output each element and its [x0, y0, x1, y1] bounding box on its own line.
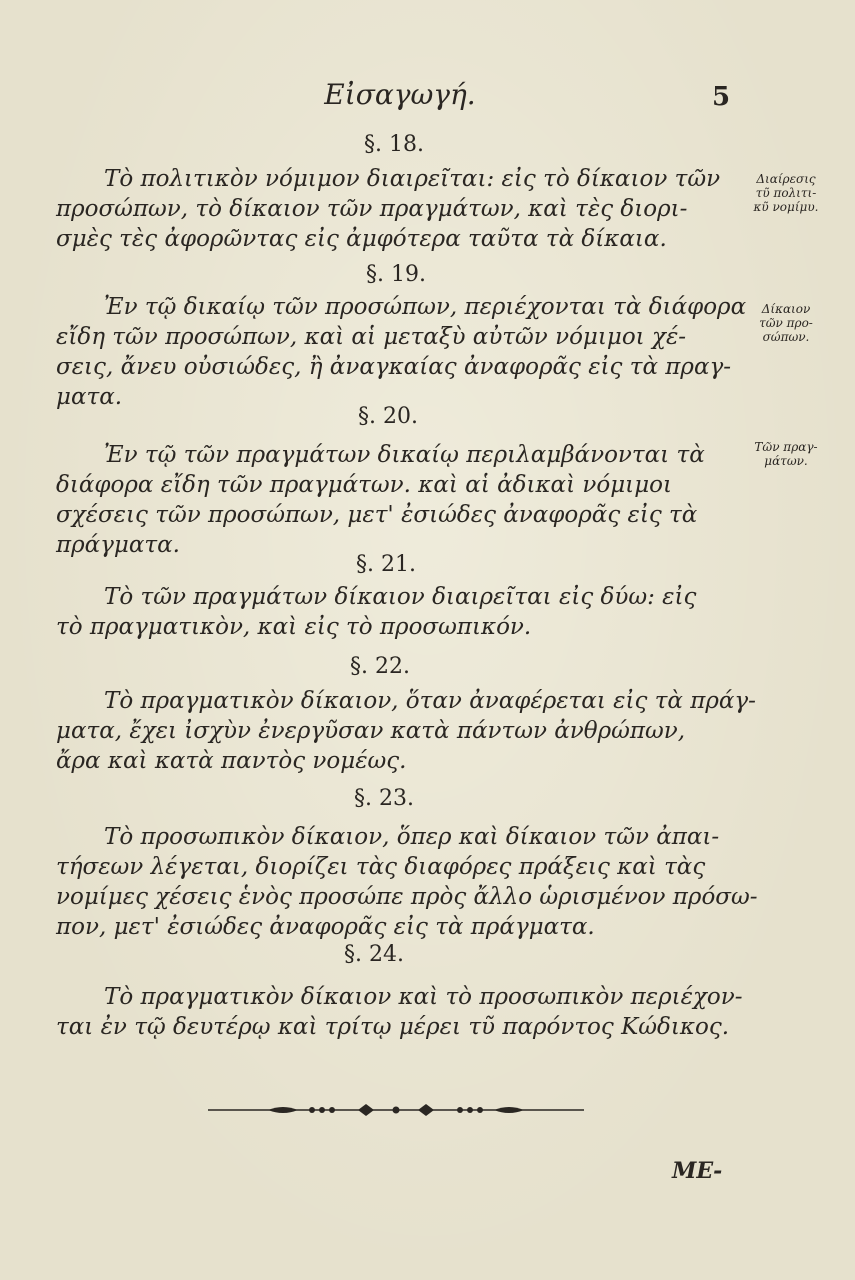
text-line: σχέσεις τῶν προσώπων, μετ' ἐσιώδες ἀναφορᾶς εἰς τὰ: [56, 502, 698, 528]
section-24-label: §. 24.: [344, 942, 404, 967]
text-line: διάφορα εἴδη τῶν πραγμάτων. καὶ αἱ ἀδικαὶ νόμιμοι: [56, 472, 673, 498]
section-20-text: [56, 440, 728, 560]
ornamental-rule: [208, 1098, 584, 1122]
note-line: Τῶν πραγ-: [754, 440, 818, 454]
text-line: Τὸ πραγματικὸν δίκαιον, ὅταν ἀναφέρεται εἰς τὰ πράγ-: [104, 688, 756, 714]
text-line: Τὸ τῶν πραγμάτων δίκαιον διαιρεῖται εἰς δύω: εἰς: [104, 584, 697, 610]
section-23-label: §. 23.: [354, 786, 414, 811]
section-21-text: [56, 582, 728, 642]
section-20-label: §. 20.: [358, 404, 418, 429]
text-line: τήσεων λέγεται, διορίζει τὰς διαφόρες πράξεις καὶ τὰς: [56, 854, 706, 880]
note-line: τῶν προ-: [759, 316, 813, 330]
note-line: Δίκαιον: [761, 302, 811, 316]
text-line: ματα.: [56, 384, 123, 410]
section-19-label: §. 19.: [366, 262, 426, 287]
text-line: τὸ πραγματικὸν, καὶ εἰς τὸ προσωπικόν.: [56, 614, 532, 640]
section-23-text: [56, 822, 758, 942]
text-line: Τὸ πολιτικὸν νόμιμον διαιρεῖται: εἰς τὸ δίκαιον τῶν: [104, 166, 721, 192]
margin-note-19: [736, 302, 836, 344]
margin-note-18: [736, 172, 836, 214]
text-line: προσώπων, τὸ δίκαιον τῶν πραγμάτων, καὶ τὲς διορι-: [56, 196, 688, 222]
note-line: τῦ πολιτι-: [755, 186, 817, 200]
text-line: σμὲς τὲς ἀφορῶντας εἰς ἀμφότερα ταῦτα τὰ δίκαια.: [56, 226, 667, 252]
text-line: πον, μετ' ἐσιώδες ἀναφορᾶς εἰς τὰ πράγματα.: [56, 914, 595, 940]
section-22-label: §. 22.: [350, 654, 410, 679]
section-18-label: §. 18.: [364, 132, 424, 157]
section-24-text: [56, 982, 743, 1042]
catchword: ΜΕ-: [672, 1158, 723, 1184]
section-21-label: §. 21.: [356, 552, 416, 577]
note-line: Διαίρεσις: [756, 172, 816, 186]
text-line: εἴδη τῶν προσώπων, καὶ αἱ μεταξὺ αὐτῶν νόμιμοι χέ-: [56, 324, 687, 350]
note-line: μάτων.: [764, 454, 808, 468]
section-22-text: [56, 686, 756, 776]
text-line: Ἐν τῷ δικαίῳ τῶν προσώπων, περιέχονται τὰ διάφορα: [104, 294, 747, 320]
section-19-text: [56, 292, 747, 412]
text-line: ἄρα καὶ κατὰ παντὸς νομέως.: [56, 748, 407, 774]
note-line: κῦ νομίμυ.: [753, 200, 819, 214]
text-line: νομίμες χέσεις ἑνὸς προσώπε πρὸς ἄλλο ὡρισμένον πρόσω-: [56, 884, 758, 910]
text-line: σεις, ἄνευ οὐσιώδες, ἢ ἀναγκαίας ἀναφορᾶς εἰς τὰ πραγ-: [56, 354, 731, 380]
running-header-title: Εἰσαγωγή.: [324, 78, 476, 111]
note-line: σώπων.: [762, 330, 810, 344]
text-line: Τὸ πραγματικὸν δίκαιον καὶ τὸ προσωπικὸν περιέχον-: [104, 984, 743, 1010]
section-18-text: [56, 164, 728, 254]
text-line: ματα, ἔχει ἰσχὺν ἐνεργῦσαν κατὰ πάντων ἀνθρώπων,: [56, 718, 686, 744]
margin-note-20: [736, 440, 836, 468]
text-line: πράγματα.: [56, 532, 180, 558]
page-number: 5: [712, 82, 731, 112]
text-line: Ἐν τῷ τῶν πραγμάτων δικαίῳ περιλαμβάνονται τὰ: [104, 442, 705, 468]
text-line: ται ἐν τῷ δευτέρῳ καὶ τρίτῳ μέρει τῦ παρόντος Κώδικος.: [56, 1014, 730, 1040]
text-line: Τὸ προσωπικὸν δίκαιον, ὅπερ καὶ δίκαιον τῶν ἀπαι-: [104, 824, 720, 850]
